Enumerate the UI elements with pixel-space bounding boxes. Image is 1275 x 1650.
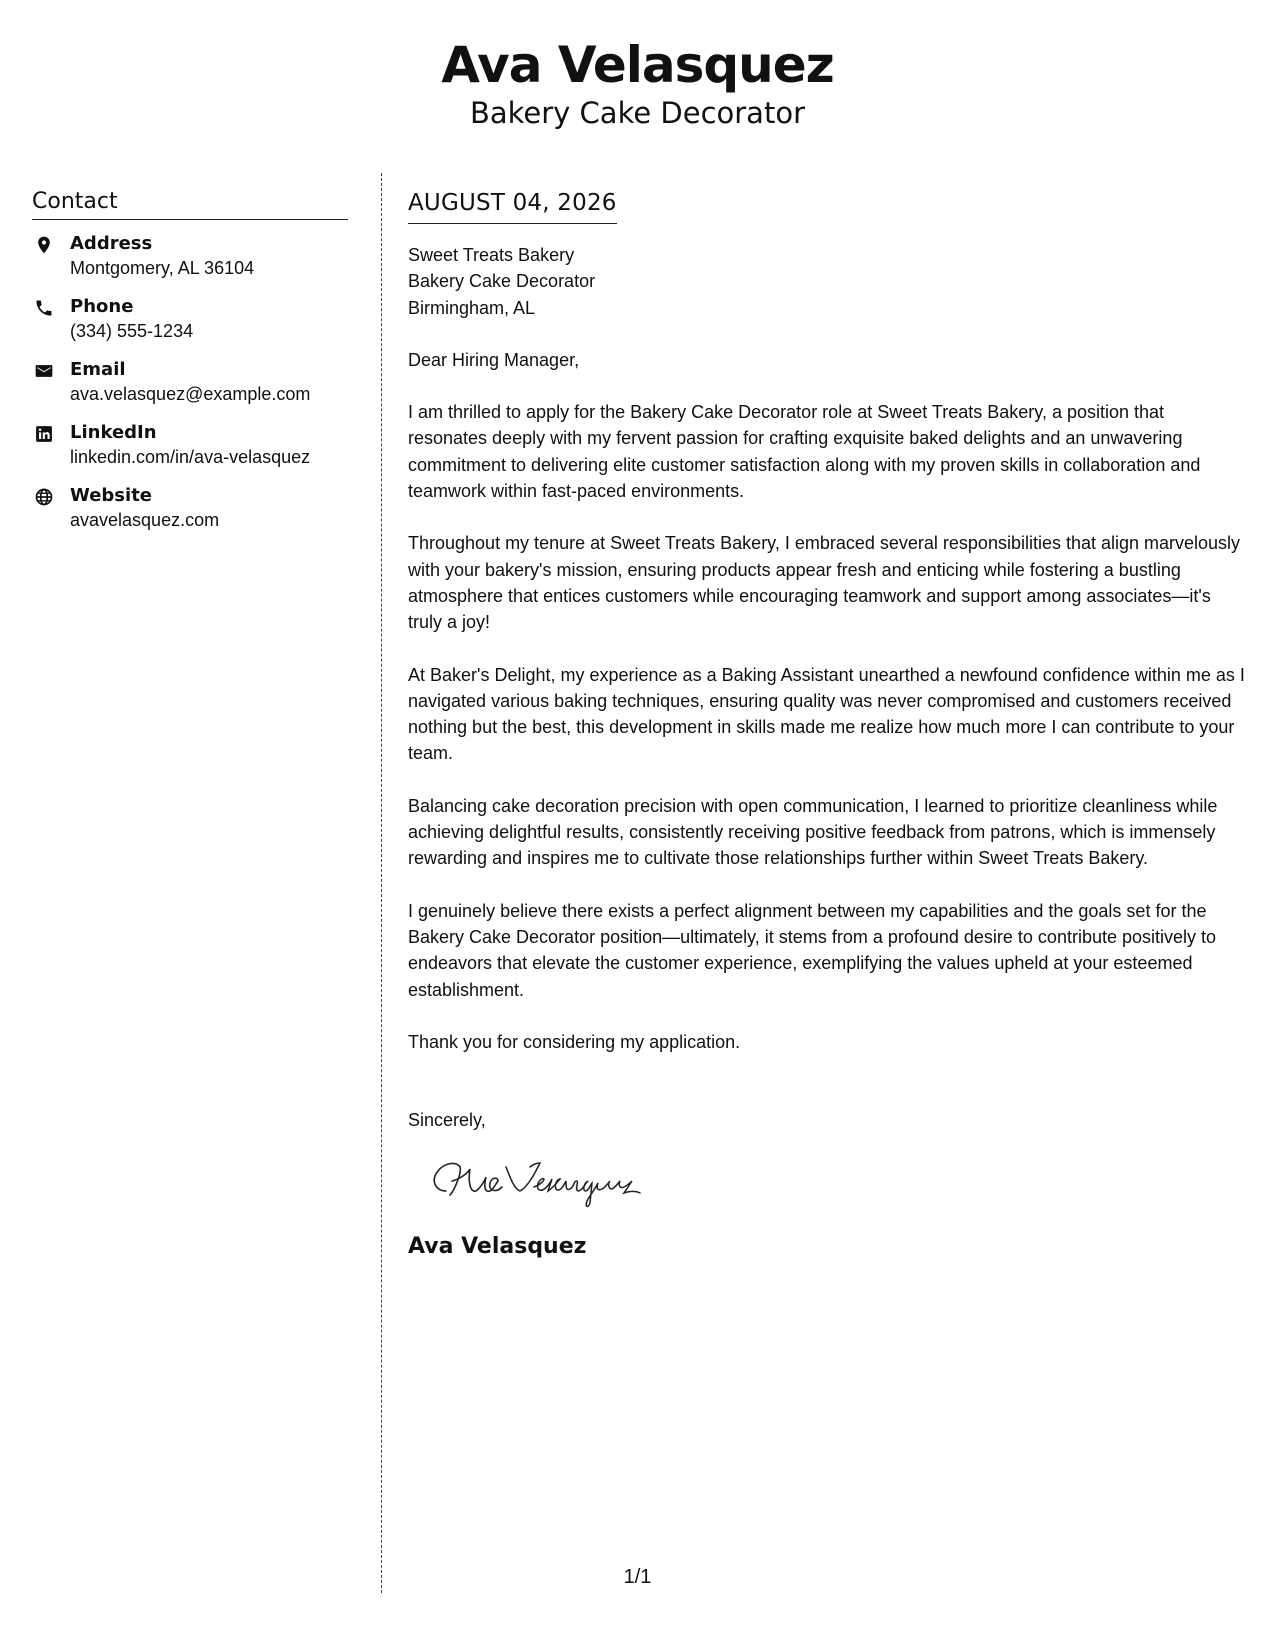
contact-item-phone <box>32 295 348 358</box>
globe-icon <box>34 487 54 507</box>
contact-value: avavelasquez.com <box>70 510 220 530</box>
contact-value: (334) 555-1234 <box>70 321 194 341</box>
letter-body <box>408 188 1248 1261</box>
contact-label: Email <box>70 359 126 380</box>
contact-value: ava.velasquez@example.com <box>70 384 311 404</box>
contact-label: Website <box>70 485 153 506</box>
contact-item-address <box>32 232 348 295</box>
contact-item-website <box>32 484 348 547</box>
applicant-name: Ava Velasquez <box>441 36 834 94</box>
contact-item-linkedin <box>32 421 348 484</box>
contact-value: Montgomery, AL 36104 <box>70 258 255 278</box>
contact-heading: Contact <box>32 188 348 220</box>
contact-item-email <box>32 358 348 421</box>
signature-image <box>424 1151 664 1213</box>
recipient-position: Bakery Cake Decorator <box>408 271 596 292</box>
phone-icon <box>34 298 54 318</box>
recipient-block <box>408 242 1248 321</box>
recipient-company: Sweet Treats Bakery <box>408 245 575 265</box>
paragraph: I am thrilled to apply for the Bakery Cake Decorator role at Sweet Treats Bakery, a position that resonates deeply with my fervent passion for crafting exquisite baked delights and an unwavering commitment to delivering elite customer satisfaction along with my proven skills in collaboration and teamwork within fast-paced environments. <box>408 402 1201 502</box>
paragraph: At Baker's Delight, my experience as a Baking Assistant unearthed a newfound confidence within me as I navigated various baking techniques, ensuring quality was never compromised and customers received nothing but the best, this development in skills made me realize how much more I can contribute to your team. <box>408 664 1245 764</box>
salutation: Dear Hiring Manager, <box>408 349 580 370</box>
paragraph: Thank you for considering my application. <box>408 1031 741 1052</box>
linkedin-icon <box>34 424 54 444</box>
column-divider <box>381 173 382 1593</box>
contact-list <box>32 232 348 547</box>
applicant-role: Bakery Cake Decorator <box>469 96 805 130</box>
recipient-location: Birmingham, AL <box>408 297 536 318</box>
map-pin-icon <box>34 235 54 255</box>
contact-sidebar <box>32 188 348 547</box>
letter-header <box>0 32 1275 130</box>
paragraph: Throughout my tenure at Sweet Treats Bakery, I embraced several responsibilities that align marvelously with your bakery's mission, ensuring products appear fresh and enticing while fostering a bustling atmosphere that entices customers while encouraging teamwork and support among associates—it's truly a joy! <box>408 533 1241 633</box>
contact-label: Address <box>70 233 153 254</box>
contact-label: LinkedIn <box>70 422 157 443</box>
closing: Sincerely, <box>408 1110 486 1131</box>
contact-label: Phone <box>70 296 134 317</box>
paragraph: Balancing cake decoration precision with open communication, I learned to prioritize cleanliness while achieving delightful results, consistently receiving positive feedback from patrons, which is immensely rewarding and inspires me to cultivate those relationships further within Sweet Treats Bakery. <box>408 795 1218 869</box>
letter-date: AUGUST 04, 2026 <box>408 188 617 224</box>
page-number: 1/1 <box>623 1566 652 1588</box>
contact-value: linkedin.com/in/ava-velasquez <box>70 447 311 467</box>
envelope-icon <box>34 361 54 381</box>
signer-name: Ava Velasquez <box>408 1234 587 1260</box>
paragraph: I genuinely believe there exists a perfect alignment between my capabilities and the goals set for the Bakery Cake Decorator position—ultimately, it stems from a profound desire to contribute positively to endeavors that elevate the customer experience, exemplifying the values upheld at your esteemed establishment. <box>408 900 1217 1000</box>
